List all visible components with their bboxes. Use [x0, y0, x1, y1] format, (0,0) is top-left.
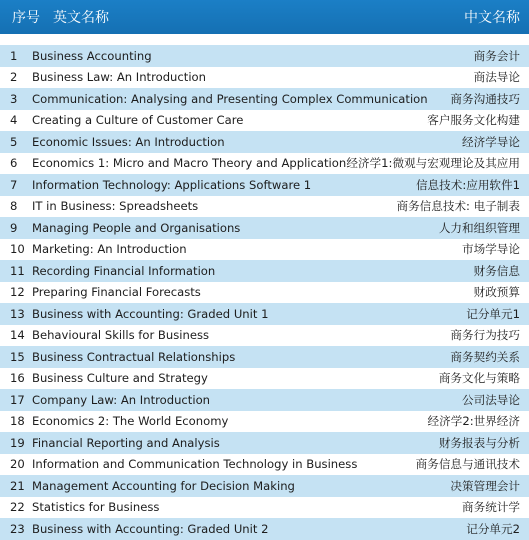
row-number: 13 [10, 306, 25, 321]
row-chinese-name: 财政预算 [473, 285, 520, 300]
row-english-name: Information and Communication Technology in Business [32, 457, 358, 472]
table-row [0, 239, 529, 261]
row-english-name: Financial Reporting and Analysis [32, 435, 220, 450]
row-english-name: Managing People and Organisations [32, 220, 241, 235]
row-english-name: Business Accounting [32, 48, 152, 63]
row-number: 12 [10, 285, 25, 300]
row-number: 1 [10, 48, 18, 63]
row-english-name: IT in Business: Spreadsheets [32, 199, 199, 214]
row-number: 20 [10, 457, 25, 472]
row-english-name: Communication: Analysing and Presenting Complex Communication [32, 91, 428, 106]
header-chinese-name: 中文名称 [464, 10, 520, 26]
table-row [0, 497, 529, 519]
row-number: 16 [10, 371, 25, 386]
row-chinese-name: 记分单元2 [466, 521, 520, 536]
row-english-name: Management Accounting for Decision Making [32, 478, 295, 493]
row-chinese-name: 公司法导论 [462, 392, 520, 407]
table-row [0, 411, 529, 433]
row-english-name: Preparing Financial Forecasts [32, 285, 201, 300]
row-english-name: Business Culture and Strategy [32, 371, 208, 386]
row-number: 6 [10, 156, 18, 171]
table-row [0, 174, 529, 196]
row-number: 21 [10, 478, 25, 493]
row-english-name: Business Contractual Relationships [32, 349, 236, 364]
row-english-name: Recording Financial Information [32, 263, 216, 278]
table-row [0, 131, 529, 153]
row-number: 23 [10, 521, 25, 536]
table-row [0, 45, 529, 67]
row-number: 22 [10, 500, 25, 515]
table-body [0, 45, 529, 540]
row-chinese-name: 商务统计学 [462, 500, 520, 515]
header-english-name: 英文名称 [53, 10, 109, 26]
row-number: 17 [10, 392, 25, 407]
table-row [0, 432, 529, 454]
table-row [0, 217, 529, 239]
row-english-name: Marketing: An Introduction [32, 242, 187, 257]
row-chinese-name: 信息技术:应用软件1 [415, 177, 520, 192]
row-number: 15 [10, 349, 25, 364]
row-number: 4 [10, 113, 18, 128]
table-row [0, 454, 529, 476]
row-chinese-name: 财务信息 [473, 263, 520, 278]
row-english-name: Creating a Culture of Customer Care [32, 113, 244, 128]
row-number: 19 [10, 435, 25, 450]
row-chinese-name: 商务契约关系 [450, 349, 520, 364]
row-number: 2 [10, 70, 18, 85]
row-chinese-name: 人力和组织管理 [438, 220, 520, 235]
header-gap [0, 34, 529, 45]
table-row [0, 475, 529, 497]
row-number: 18 [10, 414, 25, 429]
row-number: 11 [10, 263, 25, 278]
row-chinese-name: 决策管理会计 [450, 478, 520, 493]
row-number: 9 [10, 220, 18, 235]
header-number: 序号 [12, 10, 40, 26]
table-header [0, 0, 529, 34]
row-english-name: Statistics for Business [32, 500, 160, 515]
row-chinese-name: 商法导论 [473, 70, 520, 85]
row-chinese-name: 商务会计 [473, 48, 520, 63]
table-row [0, 88, 529, 110]
table-row [0, 110, 529, 132]
row-number: 7 [10, 177, 18, 192]
table-row [0, 282, 529, 304]
row-number: 3 [10, 91, 18, 106]
table-row [0, 346, 529, 368]
row-chinese-name: 记分单元1 [466, 306, 520, 321]
row-chinese-name: 商务沟通技巧 [450, 91, 520, 106]
row-number: 8 [10, 199, 18, 214]
row-chinese-name: 商务信息技术: 电子制表 [396, 199, 520, 214]
row-chinese-name: 商务文化与策略 [438, 371, 520, 386]
table-row [0, 303, 529, 325]
table-row [0, 325, 529, 347]
row-english-name: Company Law: An Introduction [32, 392, 211, 407]
row-english-name: Business Law: An Introduction [32, 70, 206, 85]
table-row [0, 196, 529, 218]
row-english-name: Business with Accounting: Graded Unit 1 [32, 306, 269, 321]
row-chinese-name: 商务信息与通讯技术 [415, 457, 520, 472]
row-chinese-name: 财务报表与分析 [438, 435, 520, 450]
table-row [0, 153, 529, 175]
row-english-name: Business with Accounting: Graded Unit 2 [32, 521, 269, 536]
row-english-name: Economics 1: Micro and Macro Theory and Application [32, 156, 347, 171]
row-number: 10 [10, 242, 25, 257]
row-english-name: Economic Issues: An Introduction [32, 134, 225, 149]
row-number: 14 [10, 328, 25, 343]
row-english-name: Economics 2: The World Economy [32, 414, 229, 429]
table-row [0, 389, 529, 411]
row-chinese-name: 经济学导论 [462, 134, 520, 149]
row-english-name: Behavioural Skills for Business [32, 328, 210, 343]
row-chinese-name: 客户服务文化构建 [427, 113, 520, 128]
table-row [0, 518, 529, 540]
row-english-name: Information Technology: Applications Software 1 [32, 177, 312, 192]
row-chinese-name: 市场学导论 [462, 242, 520, 257]
row-chinese-name: 经济学2:世界经济 [427, 414, 520, 429]
row-number: 5 [10, 134, 18, 149]
table-row [0, 260, 529, 282]
table-row [0, 368, 529, 390]
row-chinese-name: 商务行为技巧 [450, 328, 520, 343]
row-chinese-name: 经济学1:微观与宏观理论及其应用 [346, 156, 520, 171]
table-row [0, 67, 529, 89]
